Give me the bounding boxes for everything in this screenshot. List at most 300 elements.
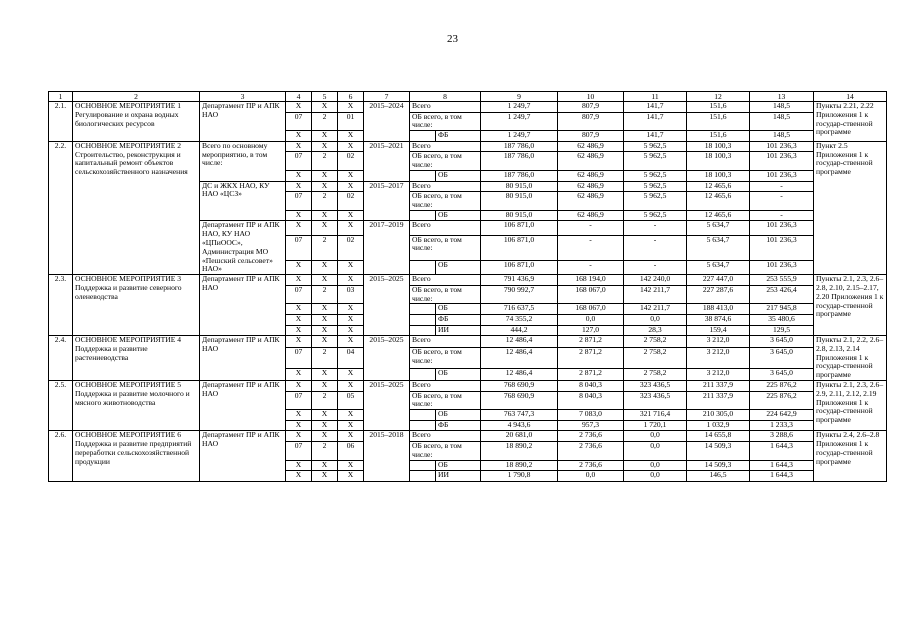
value-cell: 142 240,0 [624,275,687,286]
section-name: ОСНОВНОЕ МЕРОПРИЯТИЕ 6 Поддержка и развитие предприятий переработки сельскохозяйственной продукции [73,431,200,481]
value-cell: 5 962,5 [624,192,687,211]
value-cell: 127,0 [558,325,624,336]
value-cell: 38 874,6 [687,314,750,325]
value-cell: 0,0 [624,431,687,442]
source-label: Всего [410,275,481,286]
table-row [49,102,887,113]
section-name: ОСНОВНОЕ МЕРОПРИЯТИЕ 2 Строительство, реконструкция и капитальный ремонт объектов сельскохозяйственного назначения [73,141,200,274]
code-cell: X [312,170,338,181]
code-cell: X [312,221,338,235]
value-cell: 5 962,5 [624,210,687,221]
value-cell: 18 890,2 [481,460,558,471]
value-cell: 14 655,8 [687,431,750,442]
code-cell: X [338,210,364,221]
source-label: ОБ [436,460,481,471]
value-cell: 12 465,6 [687,192,750,211]
value-cell: 148,5 [750,131,814,142]
value-cell: 5 962,5 [624,141,687,152]
value-cell: 211 337,9 [687,381,750,392]
source-label: ОБ [436,210,481,221]
value-cell: 763 747,3 [481,410,558,421]
source-indent [410,131,436,142]
value-cell: 106 871,0 [481,260,558,274]
value-cell: 1 032,9 [687,420,750,431]
value-cell: 12 486,4 [481,336,558,348]
source-label: Всего [410,336,481,348]
executor-cell: Департамент ПР и АПК НАО [200,102,286,142]
source-label: ОБ всего, в том числе: [410,152,481,171]
code-cell: X [312,369,338,381]
section-name: ОСНОВНОЕ МЕРОПРИЯТИЕ 4 Поддержка и развитие растениеводства [73,336,200,381]
executor-cell: ДС и ЖКХ НАО, КУ НАО «ЦСЗ» [200,181,286,221]
value-cell: 129,5 [750,325,814,336]
header-cell: 7 [364,92,410,102]
header-cell: 9 [481,92,558,102]
code-cell: 2 [312,348,338,369]
value-cell: 768 690,9 [481,391,558,410]
value-cell: 2 758,2 [624,348,687,369]
value-cell: 224 642,9 [750,410,814,421]
value-cell: 5 962,5 [624,181,687,192]
period-cell: 2015–2025 [364,381,410,431]
value-cell: 62 486,9 [558,152,624,171]
table-row [49,275,887,286]
header-cell: 8 [410,92,481,102]
code-cell: X [312,336,338,348]
value-cell: 168 067,0 [558,304,624,315]
value-cell: - [558,235,624,260]
source-indent [410,314,436,325]
value-cell: 12 465,6 [687,181,750,192]
value-cell: 12 486,4 [481,348,558,369]
header-row [49,92,887,102]
code-cell: X [286,460,312,471]
value-cell: 3 212,0 [687,348,750,369]
value-cell: 2 758,2 [624,336,687,348]
code-cell: X [286,431,312,442]
period-cell: 2015–2024 [364,102,410,142]
value-cell: 151,6 [687,102,750,113]
value-cell: 957,3 [558,420,624,431]
value-cell: 148,5 [750,112,814,131]
value-cell: 807,9 [558,112,624,131]
value-cell: 101 236,3 [750,170,814,181]
value-cell: 0,0 [624,471,687,482]
value-cell: 1 249,7 [481,102,558,113]
value-cell: 159,4 [687,325,750,336]
value-cell: 225 876,2 [750,391,814,410]
value-cell: 12 486,4 [481,369,558,381]
header-cell: 13 [750,92,814,102]
code-cell: 2 [312,152,338,171]
source-indent [410,325,436,336]
code-cell: 07 [286,391,312,410]
value-cell: 142 211,7 [624,304,687,315]
value-cell: 188 413,0 [687,304,750,315]
value-cell: 148,5 [750,102,814,113]
code-cell: X [286,181,312,192]
executor-cell: Департамент ПР и АПК НАО [200,275,286,336]
value-cell: 18 890,2 [481,442,558,461]
source-label: ОБ всего, в том числе: [410,391,481,410]
source-label: ФБ [436,131,481,142]
header-cell: 11 [624,92,687,102]
value-cell: 3 645,0 [750,348,814,369]
code-cell: X [338,131,364,142]
code-cell: X [286,314,312,325]
code-cell: 2 [312,235,338,260]
value-cell: 3 645,0 [750,336,814,348]
source-label: ОБ всего, в том числе: [410,112,481,131]
section-name: ОСНОВНОЕ МЕРОПРИЯТИЕ 5 Поддержка и развитие молочного и мясного животноводства [73,381,200,431]
code-cell: 07 [286,348,312,369]
value-cell: 2 871,2 [558,348,624,369]
code-cell: X [286,260,312,274]
code-cell: 2 [312,391,338,410]
section-number: 2.5. [49,381,73,431]
code-cell: X [312,410,338,421]
value-cell: 2 871,2 [558,369,624,381]
code-cell: X [286,304,312,315]
page-number: 23 [447,33,458,45]
source-label: ОБ всего, в том числе: [410,442,481,461]
source-label: ОБ [436,304,481,315]
value-cell: 4 943,6 [481,420,558,431]
code-cell: X [312,325,338,336]
value-cell: 5 634,7 [687,235,750,260]
code-cell: X [312,181,338,192]
source-label: Всего [410,102,481,113]
value-cell: 187 786,0 [481,141,558,152]
value-cell: 62 486,9 [558,210,624,221]
source-indent [410,304,436,315]
code-cell: 04 [338,348,364,369]
code-cell: X [338,275,364,286]
code-cell: X [286,420,312,431]
value-cell: 444,2 [481,325,558,336]
value-cell: 101 236,3 [750,221,814,235]
code-cell: X [286,471,312,482]
code-cell: X [286,102,312,113]
period-cell: 2015–2018 [364,431,410,481]
value-cell: 106 871,0 [481,235,558,260]
value-cell: - [624,235,687,260]
value-cell: 141,7 [624,112,687,131]
code-cell: 2 [312,285,338,304]
code-cell: X [286,410,312,421]
section-number: 2.6. [49,431,73,481]
executor-cell: Департамент ПР и АПК НАО, КУ НАО «ЦПиООС», Администрация МО «Пешский сельсовет» НАО» [200,221,286,275]
code-cell: X [338,221,364,235]
code-cell: X [338,314,364,325]
source-label: Всего [410,221,481,235]
code-cell: X [286,221,312,235]
code-cell: X [338,369,364,381]
value-cell: 5 962,5 [624,170,687,181]
header-cell: 5 [312,92,338,102]
code-cell: X [312,420,338,431]
executor-cell: Департамент ПР и АПК НАО [200,431,286,481]
value-cell: 2 736,6 [558,442,624,461]
value-cell: 146,5 [687,471,750,482]
header-cell: 3 [200,92,286,102]
value-cell: 5 962,5 [624,152,687,171]
code-cell: X [286,325,312,336]
note-cell: Пункты 2.1, 2.2, 2.6–2.8, 2.13, 2.14 Приложения 1 к государ-ственной программе [814,336,887,381]
code-cell: X [338,170,364,181]
code-cell: 02 [338,192,364,211]
code-cell: 2 [312,442,338,461]
section-number: 2.2. [49,141,73,274]
value-cell: 62 486,9 [558,170,624,181]
value-cell: 2 736,6 [558,460,624,471]
value-cell: 3 645,0 [750,369,814,381]
value-cell: 1 720,1 [624,420,687,431]
value-cell: 2 871,2 [558,336,624,348]
value-cell: - [558,260,624,274]
section-name: ОСНОВНОЕ МЕРОПРИЯТИЕ 1 Регулирование и охрана водных биологических ресурсов [73,102,200,142]
code-cell: X [286,369,312,381]
value-cell: 151,6 [687,131,750,142]
value-cell: 187 786,0 [481,152,558,171]
code-cell: X [286,210,312,221]
value-cell: 20 681,0 [481,431,558,442]
source-indent [410,260,436,274]
value-cell: 1 644,3 [750,471,814,482]
code-cell: X [312,102,338,113]
code-cell: X [338,304,364,315]
code-cell: X [312,141,338,152]
code-cell: X [286,170,312,181]
value-cell: 3 212,0 [687,369,750,381]
value-cell: 2 758,2 [624,369,687,381]
value-cell: 5 634,7 [687,221,750,235]
value-cell: 62 486,9 [558,141,624,152]
header-cell: 6 [338,92,364,102]
header-cell: 4 [286,92,312,102]
source-label: ОБ всего, в том числе: [410,235,481,260]
source-label: Всего [410,181,481,192]
value-cell: 807,9 [558,131,624,142]
value-cell: 18 100,3 [687,141,750,152]
code-cell: X [338,471,364,482]
code-cell: 2 [312,192,338,211]
value-cell: 1 249,7 [481,131,558,142]
value-cell: - [558,221,624,235]
code-cell: 02 [338,152,364,171]
value-cell: 18 100,3 [687,170,750,181]
value-cell: 3 288,6 [750,431,814,442]
code-cell: 07 [286,285,312,304]
value-cell: 151,6 [687,112,750,131]
period-cell: 2017–2019 [364,221,410,275]
value-cell: 0,0 [624,460,687,471]
executor-cell: Департамент ПР и АПК НАО [200,381,286,431]
source-indent [410,410,436,421]
value-cell: 106 871,0 [481,221,558,235]
source-label: ОБ [436,260,481,274]
value-cell: 807,9 [558,102,624,113]
value-cell: 62 486,9 [558,192,624,211]
note-cell: Пункты 2.1, 2.3, 2.6–2.8, 2.10, 2.15–2.17, 2.20 Приложения 1 к государ-ственной программе [814,275,887,336]
code-cell: 2 [312,112,338,131]
value-cell: 5 634,7 [687,260,750,274]
source-indent [410,170,436,181]
header-cell: 2 [73,92,200,102]
source-label: ОБ [436,170,481,181]
code-cell: X [338,431,364,442]
value-cell: 225 876,2 [750,381,814,392]
source-indent [410,471,436,482]
code-cell: X [338,336,364,348]
code-cell: X [312,131,338,142]
note-cell: Пункты 2.21, 2.22 Приложения 1 к государ-ственной программе [814,102,887,142]
source-label: ИИ [436,471,481,482]
source-label: ФБ [436,314,481,325]
code-cell: 07 [286,192,312,211]
value-cell: 101 236,3 [750,141,814,152]
value-cell: 716 637,5 [481,304,558,315]
value-cell: 141,7 [624,102,687,113]
code-cell: X [338,181,364,192]
value-cell: - [750,192,814,211]
value-cell: - [750,210,814,221]
value-cell: 101 236,3 [750,260,814,274]
value-cell: 0,0 [624,314,687,325]
value-cell: 101 236,3 [750,235,814,260]
source-label: ОБ всего, в том числе: [410,285,481,304]
value-cell: 1 644,3 [750,442,814,461]
code-cell: 06 [338,442,364,461]
value-cell: 101 236,3 [750,152,814,171]
section-number: 2.3. [49,275,73,336]
value-cell: 791 436,9 [481,275,558,286]
code-cell: 03 [338,285,364,304]
source-label: Всего [410,141,481,152]
value-cell: 323 436,5 [624,391,687,410]
source-label: ОБ [436,410,481,421]
code-cell: X [338,420,364,431]
code-cell: X [286,381,312,392]
code-cell: 05 [338,391,364,410]
code-cell: X [286,336,312,348]
value-cell: 80 915,0 [481,210,558,221]
period-cell: 2015–2017 [364,181,410,221]
source-label: ОБ всего, в том числе: [410,192,481,211]
value-cell: - [624,221,687,235]
value-cell: 217 945,8 [750,304,814,315]
value-cell: 3 212,0 [687,336,750,348]
code-cell: X [338,102,364,113]
value-cell: 168 194,0 [558,275,624,286]
value-cell: 168 067,0 [558,285,624,304]
value-cell: 227 447,0 [687,275,750,286]
section-name: ОСНОВНОЕ МЕРОПРИЯТИЕ 3 Поддержка и развитие северного оленеводства [73,275,200,336]
section-number: 2.1. [49,102,73,142]
code-cell: 07 [286,235,312,260]
value-cell: 14 509,3 [687,442,750,461]
code-cell: X [286,131,312,142]
value-cell: 12 465,6 [687,210,750,221]
header-cell: 1 [49,92,73,102]
value-cell: 321 716,4 [624,410,687,421]
value-cell: 210 305,0 [687,410,750,421]
code-cell: 07 [286,442,312,461]
period-cell: 2015–2025 [364,336,410,381]
code-cell: X [338,325,364,336]
value-cell: 1 233,3 [750,420,814,431]
code-cell: X [312,431,338,442]
value-cell: 0,0 [558,471,624,482]
note-cell: Пункты 2.4, 2.6–2.8 Приложения 1 к государ-ственной программе [814,431,887,481]
source-label: ФБ [436,420,481,431]
code-cell: 02 [338,235,364,260]
code-cell: X [286,275,312,286]
header-cell: 12 [687,92,750,102]
code-cell: X [312,304,338,315]
code-cell: X [312,471,338,482]
value-cell: 141,7 [624,131,687,142]
value-cell: 80 915,0 [481,181,558,192]
code-cell: X [312,275,338,286]
program-table [48,91,887,482]
value-cell: 1 644,3 [750,460,814,471]
period-cell: 2015–2025 [364,275,410,336]
source-indent [410,420,436,431]
value-cell: 7 083,0 [558,410,624,421]
value-cell: 253 426,4 [750,285,814,304]
value-cell: 62 486,9 [558,181,624,192]
value-cell: 80 915,0 [481,192,558,211]
value-cell: - [624,260,687,274]
value-cell: 2 736,6 [558,431,624,442]
period-cell: 2015–2021 [364,141,410,181]
table-row [49,336,887,348]
value-cell: 227 287,6 [687,285,750,304]
value-cell: 1 790,8 [481,471,558,482]
value-cell: 8 040,3 [558,391,624,410]
note-cell: Пункт 2.5 Приложения 1 к государ-ственной программе [814,141,887,274]
executor-cell: Департамент ПР и АПК НАО [200,336,286,381]
code-cell: X [338,410,364,421]
code-cell: X [312,260,338,274]
table-row [49,141,887,152]
source-label: ОБ [436,369,481,381]
code-cell: X [312,460,338,471]
code-cell: X [338,460,364,471]
code-cell: 07 [286,112,312,131]
source-label: ИИ [436,325,481,336]
value-cell: 0,0 [558,314,624,325]
source-label: Всего [410,431,481,442]
header-cell: 14 [814,92,887,102]
value-cell: 187 786,0 [481,170,558,181]
value-cell: 28,3 [624,325,687,336]
source-indent [410,369,436,381]
value-cell: 8 040,3 [558,381,624,392]
value-cell: 253 555,9 [750,275,814,286]
code-cell: X [312,314,338,325]
value-cell: 14 509,3 [687,460,750,471]
code-cell: X [286,141,312,152]
source-label: Всего [410,381,481,392]
header-cell: 10 [558,92,624,102]
value-cell: 74 355,2 [481,314,558,325]
source-label: ОБ всего, в том числе: [410,348,481,369]
source-indent [410,460,436,471]
value-cell: 790 992,7 [481,285,558,304]
code-cell: X [338,260,364,274]
